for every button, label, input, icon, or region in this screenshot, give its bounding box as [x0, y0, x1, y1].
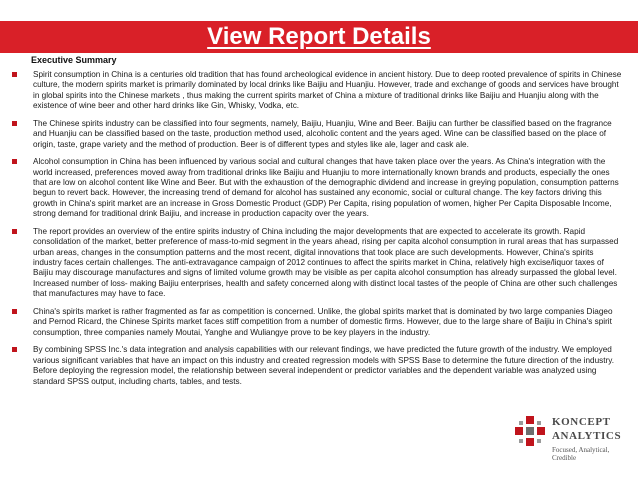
square-bullet-icon: [12, 159, 17, 164]
section-heading: Executive Summary: [31, 55, 117, 65]
summary-bullet-text: Alcohol consumption in China has been influenced by various social and cultural changes that have taken place over the years. As China's integration with the world increased, preferences moved away from traditional drinks like Baijiu and Huanjiu to more internationally known brands and products, especially the ones that are low on alcohol content like Wine and Beer. But with the exhaustion of the demographic dividend and increase in greying population, consumption patterns begun to revert back. However, the increasing trend of demand for alcohol has sustained any economic, social or cultural change. The key factors driving this growth in China's spirit market are an increase in Gross Domestic Product (GDP) Per Capita, rising population of women, higher Per Capita Disposable Income, strong demand for traditional drink Baijiu, and increase in production capacity over the years.: [33, 157, 619, 219]
square-bullet-icon: [12, 229, 17, 234]
summary-bullet: [0, 119, 638, 150]
summary-bullet-text: By combining SPSS Inc.'s data integration and analysis capabilities with our relevant findings, we have predicted the future growth of the industry. We employed various significant variables that have an impact on this industry and created regression models with SPSS Base to determine the future direction of the industry. Before deploying the regression model, the relationship between several independent or predictor variables and the dependent variable was analyzed using standard SPSS output, including charts, tables, and tests.: [33, 345, 615, 386]
summary-bullet-list: [0, 70, 638, 394]
square-bullet-icon: [12, 309, 17, 314]
summary-bullet: [0, 157, 638, 219]
square-bullet-icon: [12, 347, 17, 352]
summary-bullet: [0, 307, 638, 338]
header-bar: [0, 21, 638, 53]
summary-bullet-text: China's spirits market is rather fragmented as far as competition is concerned. Unlike, the global spirits market that is dominated by two large companies Diageo and Pernod Ricard, the Chinese Spirits market faces stiff competition from a number of domestic firms. However, due to the large share of Baijiu in China's spirit consumption, three companies namely Moutai, Yanghe and Wuliangye prove to be key players in the industry.: [33, 306, 613, 337]
summary-bullet: [0, 227, 638, 300]
square-bullet-icon: [12, 72, 17, 77]
logo-name-line1: KONCEPT: [552, 416, 611, 428]
summary-bullet-text: The Chinese spirits industry can be classified into four segments, namely, Baijiu, Huanjiu, Wine and Beer. Baijiu can further be classified based on the fragrance and Huanjiu can be classified based on the taste, production method used, alcoholic content and the years aged. Wine can be classified based on the place of origin, taste, grape variety and the method of production. Beer is of different types and styles like ale, lager and cask ale.: [33, 118, 612, 149]
square-bullet-icon: [12, 121, 17, 126]
summary-bullet-text: The report provides an overview of the entire spirits industry of China including the major developments that are expected to accelerate its growth. Rapid consolidation of the market, better preference of mass-to-mid segment in the years ahead, rising per capita alcohol consumption in rural areas that has surpassed urban areas, changes in the consumption patterns and the most recent, digital innovations that took place are such developments. However, China's spirits industry faces certain challenges. The anti-extravagance campaign of 2012 continues to affect the spirits market in China, relatively high excise/liquor taxes of Baijiu may discourage manufactures and signs of limited volume growth may be visible as per capita alcohol consumption has already surpassed the global level. Increased number of loss- making Baijiu enterprises, health and safety concerned along with distinct local tastes of the people of China are other such challenges that manufactures may have to face.: [33, 226, 619, 299]
logo-tagline: Focused, Analytical, Credible: [552, 446, 610, 462]
summary-bullet-text: Spirit consumption in China is a centuries old tradition that has found archeological evidence in ancient history. Due to deep rooted prevalence of spirits in Chinese culture, the modern spirits market is primarily dominated by local drinks like Baijiu and Huanjiu. However, trade and exchange of goods and services have brought in global spirits into the Chinese markets , thus making the current spirits market of China a mixture of traditional drinks like Baijiu and Huanjiu along with the existence of wine beer and other hard drinks like Gin, Whisky, Vodka, etc.: [33, 70, 622, 111]
summary-bullet: [0, 345, 638, 387]
koncept-analytics-logo-icon: [510, 413, 550, 453]
logo-name-line2: ANALYTICS: [552, 430, 622, 442]
view-report-details-link[interactable]: View Report Details: [207, 23, 431, 50]
summary-bullet: [0, 70, 638, 112]
company-logo: [510, 413, 630, 469]
